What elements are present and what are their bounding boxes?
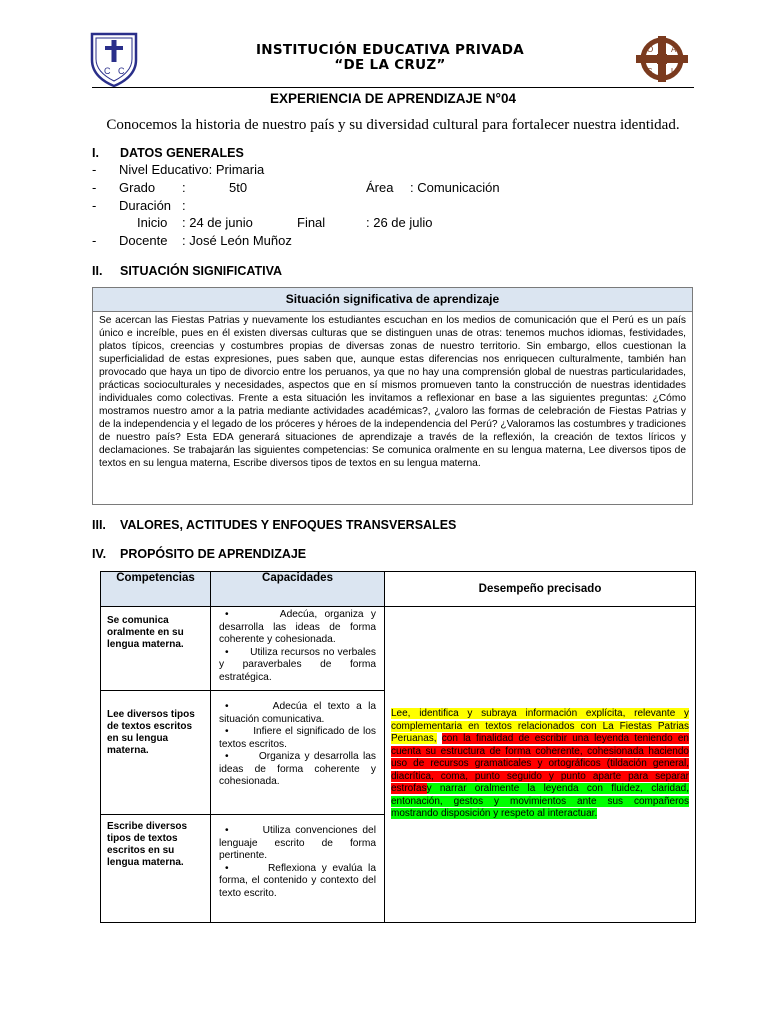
proposito-table xyxy=(100,571,696,923)
emblem-letter-2: A xyxy=(671,45,677,54)
section-3-number: III. xyxy=(92,518,106,532)
emblem-letter-3: S xyxy=(647,67,653,76)
dash-grado: - xyxy=(92,180,97,195)
capacidad-item: • Organiza y desarrolla las ideas de forma coherente y cohesionada. xyxy=(219,751,376,787)
desempeno-cell xyxy=(385,607,696,923)
section-2-number: II. xyxy=(92,264,103,278)
header-desempeno: Desempeño precisado xyxy=(385,572,696,607)
docente-value: : José León Muñoz xyxy=(182,233,292,248)
institution-name: INSTITUCIÓN EDUCATIVA PRIVADA xyxy=(255,42,525,58)
dash-docente: - xyxy=(92,233,97,248)
section-1-number: I. xyxy=(92,146,99,160)
cross-emblem-logo xyxy=(634,34,690,84)
section-3-title: VALORES, ACTITUDES Y ENFOQUES TRANSVERSALES xyxy=(120,518,457,532)
table-header-row xyxy=(101,572,696,607)
grado-value: 5t0 xyxy=(229,180,248,195)
shield-letter-right: C xyxy=(118,66,125,76)
shield-letter-left: C xyxy=(104,66,111,76)
desempeno-part-green: y narrar oralmente la leyenda con fluidez, claridad, entonación, gestos y movimientos ante sus compañeros mostrando disposición y respeto al interactuar. xyxy=(391,783,689,820)
capacidad-item: • Adecúa el texto a la situación comunicativa. xyxy=(219,701,376,725)
capacidad-item: • Adecúa, organiza y desarrolla las ideas de forma coherente y cohesionada. xyxy=(219,609,376,645)
dash-duracion: - xyxy=(92,198,97,213)
capacidad-item: • Infiere el significado de los textos escritos. xyxy=(219,726,376,750)
capacidad-item: • Utiliza convenciones del lenguaje escrito de forma pertinente. xyxy=(219,825,376,861)
situacion-text: Se acercan las Fiestas Patrias y nuevamente los estudiantes escuchan en los medios de comunicación que el Perú es un país único e increíble, pues en él existen diversas culturas que se distinguen unas de otras: tenemos muchos idiomas, festividades, platos típicos, creencias y costumbres propias de diversas zonas de nuestro territorio. Sin embargo, ellos cuestionan la superficialidad de estas expresiones, pues saben que, aunque estas diferencias nos enriquecen culturalmente, también han provocado que haya un tipo de divorcio entre los peruanos, ya que no hay una comprensión global de nuestras particularidades, prácticas socioculturales y necesidades, aspectos que en sí mismos promueven tanto la construcción de nuestras identidades individuales como colectivas. Frente a esta situación les invitamos a reflexionar en base a las siguientes preguntas: ¿Cómo mostramos nuestro amor a la patria mediante actividades académicas?, ¿valoro las formas de celebración de Fiestas Patrias y de la independencia y el legado de los próceres y héroes de la independencia del Perú? ¿Valoramos las costumbres y tradiciones de nuestro país? Esta EDA generará situaciones de aprendizaje a través de la reflexión, la creación de textos líricos y declamaciones. Se trabajarán las siguientes competencias: Se comunica oralmente en su lengua materna, Lee diversos tipos de textos en su lengua materna, Escribe diversos tipos de textos en su lengua materna. xyxy=(99,315,686,469)
section-2-title: SITUACIÓN SIGNIFICATIVA xyxy=(120,264,283,278)
section-3-heading xyxy=(92,518,456,532)
section-4-title: PROPÓSITO DE APRENDIZAJE xyxy=(120,547,307,561)
header-capacidades: Capacidades xyxy=(211,572,385,607)
section-1-heading xyxy=(92,146,244,160)
section-4-heading xyxy=(92,547,306,561)
section-4-number: IV. xyxy=(92,547,107,561)
grado-separator: : xyxy=(182,180,186,195)
capacidades-cell xyxy=(211,607,385,691)
docente-label: Docente xyxy=(119,233,168,248)
header-competencias: Competencias xyxy=(101,572,211,607)
experience-slogan: Conocemos la historia de nuestro país y su diversidad cultural para fortalecer nuestra identidad. xyxy=(106,117,680,133)
area-value: : Comunicación xyxy=(410,180,500,195)
section-1-title: DATOS GENERALES xyxy=(120,146,244,160)
header-divider xyxy=(92,87,694,88)
capacidades-cell xyxy=(211,815,385,923)
desempeno-part-yellow: Lee, identifica y subraya información explícita, relevante y complementaria en textos relacionados con La Fiestas Patrias Peruanas, xyxy=(391,708,689,745)
grado-label: Grado xyxy=(119,180,156,195)
school-shield-logo xyxy=(88,30,140,88)
inicio-label: Inicio xyxy=(137,215,168,230)
competencia-cell: Lee diversos tipos de textos escritos en su lengua materna. xyxy=(101,691,211,815)
capacidad-item: • Utiliza recursos no verbales y paraverbales de forma estratégica. xyxy=(219,646,376,683)
duracion-label: Duración xyxy=(119,198,172,213)
document-title: EXPERIENCIA DE APRENDIZAJE N°04 xyxy=(270,91,516,106)
situacion-box-title: Situación significativa de aprendizaje xyxy=(93,288,692,312)
area-label: Área xyxy=(366,180,394,195)
capacidades-cell xyxy=(211,691,385,815)
competencia-cell: Escribe diversos tipos de textos escritos en su lengua materna. xyxy=(101,815,211,923)
competencia-cell: Se comunica oralmente en su lengua materna. xyxy=(101,607,211,691)
desempeno-part-red: con la finalidad de escribir una leyenda teniendo en cuenta su estructura de forma coherente, cohesionada haciendo uso de recursos gramaticales y ortográficos (tildación general, diacrítica, coma, punto seguido y punto aparte para separar estrofas xyxy=(391,733,689,795)
inicio-value: : 24 de junio xyxy=(182,215,253,230)
table-row xyxy=(101,607,696,691)
section-2-heading xyxy=(92,264,282,278)
institution-subname: “DE LA CRUZ” xyxy=(334,57,446,73)
emblem-letter-4: U xyxy=(671,67,677,76)
final-label: Final xyxy=(297,215,326,230)
duracion-separator: : xyxy=(182,198,186,213)
capacidad-item: • Reflexiona y evalúa la forma, el contenido y contexto del texto escrito. xyxy=(219,862,376,899)
final-value: : 26 de julio xyxy=(366,215,433,230)
nivel-educativo: Nivel Educativo: Primaria xyxy=(119,162,265,177)
emblem-letter-1: O xyxy=(647,45,654,54)
dash-nivel: - xyxy=(92,162,97,177)
situacion-box xyxy=(92,287,693,505)
